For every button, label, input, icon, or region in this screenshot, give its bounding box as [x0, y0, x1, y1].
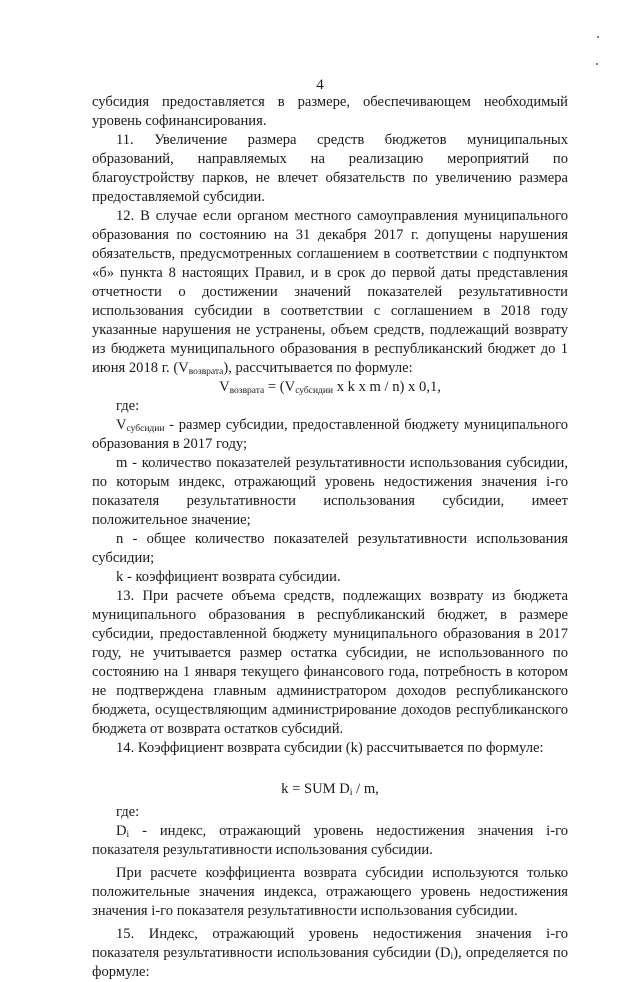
formula-head: k = SUM D — [281, 781, 350, 797]
definition-v-subsidy — [92, 416, 568, 454]
paragraph-15-text: 15. Индекс, отражающий уровень недостижения значения i-го показателя результативности использования субсидии (D — [92, 926, 568, 961]
subscript: i — [349, 788, 353, 798]
paragraph-12-text: 12. В случае если органом местного самоуправления муниципального образования по состоянию на 31 декабря 2017 г. допущены нарушения обязательств, предусмотренных соглашением в соответствии с подпунктом «б» пункта 8 настоящих Правил, и в срок до первой даты представления отчетности о достижении значений показателей результативности использования субсидии в соответствии с соглашением в 2018 году указанные нарушения не устранены, объем средств, подлежащий возврату из бюджета муниципального образования в республиканский бюджет до 1 июня 2018 г. (V — [92, 208, 568, 376]
paragraph-calculation-note: При расчете коэффициента возврата субсидии используются только положительные значения индекса, отражающего уровень недостижения значения i-го показателя результативности использования субсидии. — [92, 865, 568, 919]
formula-refund-volume — [92, 378, 568, 397]
subscript: i — [126, 830, 130, 840]
where-label: где: — [116, 398, 140, 414]
scan-mark — [596, 63, 598, 65]
paragraph-13: 13. При расчете объема средств, подлежащих возврату из бюджета муниципального образования в республиканский бюджет, в размере субсидии, предоставленной бюджету муниципального образования в 2017 году, не учитывается размер остатка субсидии, не использованного по состоянию на 1 января текущего финансового года, потребность в котором не подтверждена главным администратором доходов республиканского бюджета, осуществляющим администрирование доходов республиканского бюджета от возврата остатков субсидий. — [92, 588, 568, 737]
paragraph-15-tail: ), определяется по формуле: — [92, 945, 568, 980]
subscript: субсидии — [126, 424, 165, 434]
subscript: субсидии — [295, 386, 334, 396]
paragraph-continuation: субсидия предоставляется в размере, обеспечивающем необходимый уровень софинансирования. — [92, 94, 568, 129]
def-text: - размер субсидии, предоставленной бюджету муниципального образования в 2017 году; — [92, 417, 568, 452]
subscript: возврата — [188, 367, 224, 377]
scan-mark — [597, 36, 599, 38]
definition-d — [92, 822, 568, 860]
definition-m: m - количество показателей результативности использования субсидии, по которым индекс, отражающий уровень недостижения значения i-го показателя результативности использования субсидии, имеет положительное значение; — [92, 455, 568, 528]
subscript: i — [450, 952, 454, 962]
definition-n: n - общее количество показателей результативности использования субсидии; — [92, 531, 568, 566]
paragraph-12 — [92, 207, 568, 378]
subscript: возврата — [229, 386, 265, 396]
formula-v: V — [219, 379, 230, 395]
def-symbol: D — [116, 823, 127, 839]
formula-tail: x k x m / n) x 0,1, — [333, 379, 441, 395]
formula-tail: / m, — [352, 781, 379, 797]
document-body — [92, 93, 568, 982]
def-symbol: V — [116, 417, 127, 433]
def-text: - индекс, отражающий уровень недостижения значения i-го показателя результативности использования субсидии. — [92, 823, 568, 858]
paragraph-11: 11. Увеличение размера средств бюджетов муниципальных образований, направляемых на реализацию мероприятий по благоустройству парков, не влечет обязательств по увеличению размера предоставляемой субсидии. — [92, 132, 568, 205]
page-number: 4 — [316, 77, 324, 93]
definition-k: k - коэффициент возврата субсидии. — [116, 569, 341, 585]
paragraph-15 — [92, 925, 568, 982]
formula-mid: = (V — [264, 379, 296, 395]
paragraph-14: 14. Коэффициент возврата субсидии (k) рассчитывается по формуле: — [116, 740, 544, 756]
paragraph-12-tail: ), рассчитывается по формуле: — [223, 360, 413, 376]
formula-coefficient — [92, 780, 568, 799]
where-label: где: — [116, 804, 140, 820]
